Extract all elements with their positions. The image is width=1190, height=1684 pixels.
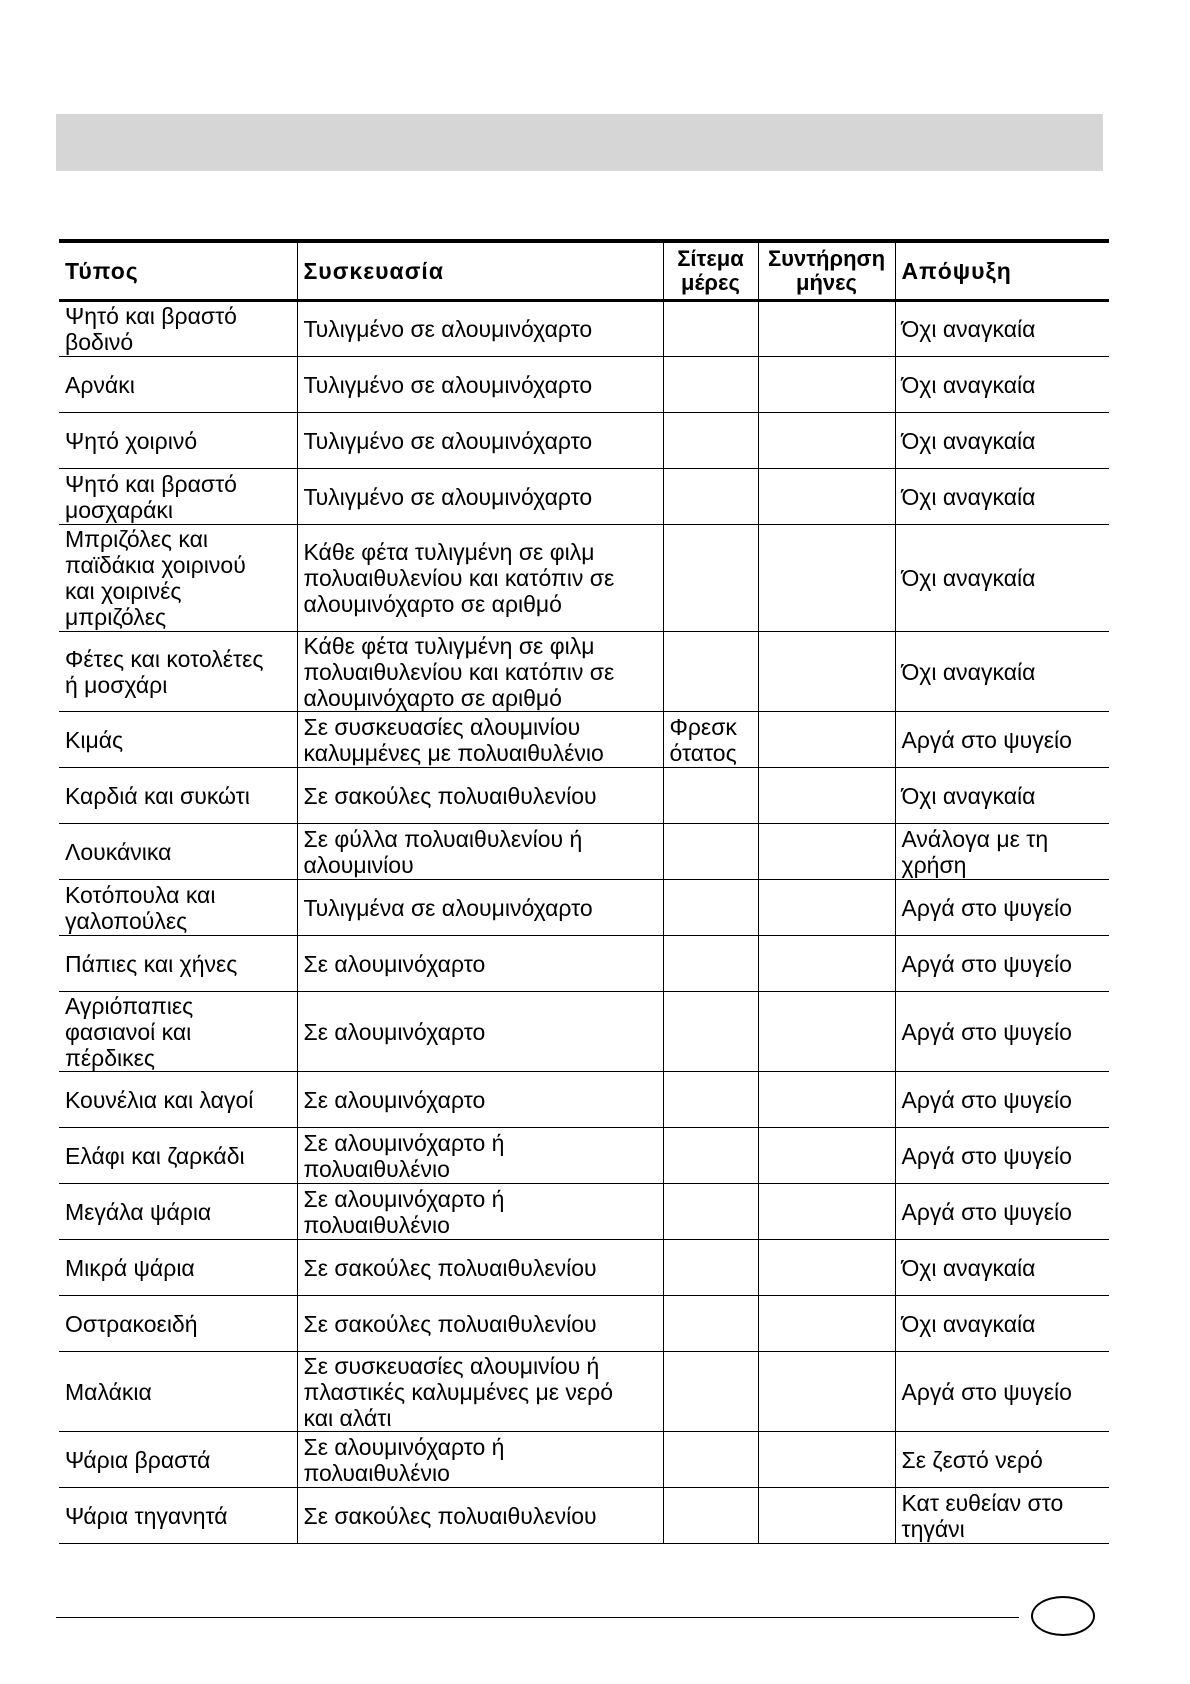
cell-type: Ελάφι και ζαρκάδι xyxy=(59,1128,297,1184)
cell-packaging: Σε σακούλες πολυαιθυλενίου xyxy=(297,1296,663,1352)
cell-type: Μαλάκια xyxy=(59,1352,297,1432)
header-type: Τύπος xyxy=(59,241,297,301)
cell-days xyxy=(663,1296,758,1352)
table-row xyxy=(59,712,1109,768)
cell-defrost: Αργά στο ψυγείο xyxy=(895,1128,1109,1184)
table-row xyxy=(59,632,1109,712)
cell-months xyxy=(758,1352,895,1432)
table-row xyxy=(59,1432,1109,1488)
cell-type: Καρδιά και συκώτι xyxy=(59,768,297,824)
cell-packaging: Σε συσκευασίες αλουμινίου ή πλαστικές καλυμμένες με νερό και αλάτι xyxy=(297,1352,663,1432)
cell-defrost: Αργά στο ψυγείο xyxy=(895,880,1109,936)
cell-packaging: Τυλιγμένο σε αλουμινόχαρτο xyxy=(297,413,663,469)
cell-days xyxy=(663,1432,758,1488)
cell-months xyxy=(758,936,895,992)
cell-type: Ψητό χοιρινό xyxy=(59,413,297,469)
cell-months xyxy=(758,632,895,712)
cell-days xyxy=(663,357,758,413)
table-row xyxy=(59,1072,1109,1128)
cell-type: Ψάρια τηγανητά xyxy=(59,1488,297,1544)
cell-packaging: Τυλιγμένο σε αλουμινόχαρτο xyxy=(297,357,663,413)
cell-type: Κουνέλια και λαγοί xyxy=(59,1072,297,1128)
cell-months xyxy=(758,469,895,525)
cell-packaging: Σε αλουμινόχαρτο ή πολυαιθυλένιο xyxy=(297,1184,663,1240)
table-row xyxy=(59,992,1109,1072)
cell-packaging: Σε φύλλα πολυαιθυλενίου ή αλουμινίου xyxy=(297,824,663,880)
cell-days xyxy=(663,632,758,712)
table-row xyxy=(59,1240,1109,1296)
cell-days xyxy=(663,1240,758,1296)
cell-defrost: Όχι αναγκαία xyxy=(895,469,1109,525)
cell-days xyxy=(663,768,758,824)
cell-type: Ψητό και βραστό βοδινό xyxy=(59,301,297,357)
cell-type: Οστρακοειδή xyxy=(59,1296,297,1352)
cell-defrost: Αργά στο ψυγείο xyxy=(895,1352,1109,1432)
cell-days xyxy=(663,1072,758,1128)
cell-defrost: Αργά στο ψυγείο xyxy=(895,1184,1109,1240)
table-row xyxy=(59,357,1109,413)
table-row xyxy=(59,1128,1109,1184)
cell-days xyxy=(663,1352,758,1432)
table-row xyxy=(59,768,1109,824)
cell-type: Μικρά ψάρια xyxy=(59,1240,297,1296)
table-row xyxy=(59,824,1109,880)
cell-months xyxy=(758,712,895,768)
cell-defrost: Κατ ευθείαν στο τηγάνι xyxy=(895,1488,1109,1544)
cell-packaging: Σε αλουμινόχαρτο ή πολυαιθυλένιο xyxy=(297,1128,663,1184)
table-header-row xyxy=(59,241,1109,301)
cell-packaging: Σε αλουμινόχαρτο xyxy=(297,936,663,992)
cell-days xyxy=(663,413,758,469)
cell-defrost: Όχι αναγκαία xyxy=(895,525,1109,632)
cell-defrost: Αργά στο ψυγείο xyxy=(895,936,1109,992)
cell-days xyxy=(663,1488,758,1544)
cell-type: Ψάρια βραστά xyxy=(59,1432,297,1488)
cell-months xyxy=(758,1072,895,1128)
cell-packaging: Σε αλουμινόχαρτο xyxy=(297,1072,663,1128)
cell-months xyxy=(758,525,895,632)
cell-months xyxy=(758,1488,895,1544)
cell-months xyxy=(758,768,895,824)
cell-defrost: Ανάλογα με τη χρήση xyxy=(895,824,1109,880)
cell-packaging: Σε αλουμινόχαρτο ή πολυαιθυλένιο xyxy=(297,1432,663,1488)
table-row xyxy=(59,525,1109,632)
cell-packaging: Τυλιγμένα σε αλουμινόχαρτο xyxy=(297,880,663,936)
table-row xyxy=(59,936,1109,992)
table-row xyxy=(59,1296,1109,1352)
section-header-band xyxy=(56,114,1103,171)
cell-defrost: Σε ζεστό νερό xyxy=(895,1432,1109,1488)
cell-defrost: Όχι αναγκαία xyxy=(895,768,1109,824)
cell-packaging: Σε αλουμινόχαρτο xyxy=(297,992,663,1072)
cell-days xyxy=(663,301,758,357)
cell-defrost: Αργά στο ψυγείο xyxy=(895,1072,1109,1128)
cell-defrost: Όχι αναγκαία xyxy=(895,357,1109,413)
cell-defrost: Όχι αναγκαία xyxy=(895,1296,1109,1352)
cell-type: Κοτόπουλα και γαλοπούλες xyxy=(59,880,297,936)
cell-days xyxy=(663,824,758,880)
table-row xyxy=(59,1488,1109,1544)
cell-days xyxy=(663,992,758,1072)
cell-type: Λουκάνικα xyxy=(59,824,297,880)
cell-type: Μπριζόλες και παϊδάκια χοιρινού και χοιρινές μπριζόλες xyxy=(59,525,297,632)
cell-defrost: Αργά στο ψυγείο xyxy=(895,992,1109,1072)
table-row xyxy=(59,880,1109,936)
cell-defrost: Αργά στο ψυγείο xyxy=(895,712,1109,768)
cell-defrost: Όχι αναγκαία xyxy=(895,1240,1109,1296)
cell-packaging: Τυλιγμένο σε αλουμινόχαρτο xyxy=(297,301,663,357)
cell-months xyxy=(758,301,895,357)
cell-type: Κιμάς xyxy=(59,712,297,768)
cell-packaging: Κάθε φέτα τυλιγμένη σε φιλμ πολυαιθυλενίου και κατόπιν σε αλουμινόχαρτο σε αριθμό xyxy=(297,525,663,632)
cell-type: Ψητό και βραστό μοσχαράκι xyxy=(59,469,297,525)
header-fridge-days: Σίτεμα μέρες xyxy=(663,241,758,301)
cell-type: Μεγάλα ψάρια xyxy=(59,1184,297,1240)
cell-defrost: Όχι αναγκαία xyxy=(895,301,1109,357)
cell-packaging: Σε σακούλες πολυαιθυλενίου xyxy=(297,1488,663,1544)
table-row xyxy=(59,469,1109,525)
cell-months xyxy=(758,413,895,469)
cell-packaging: Σε σακούλες πολυαιθυλενίου xyxy=(297,1240,663,1296)
cell-days xyxy=(663,1184,758,1240)
footer-rule xyxy=(56,1617,1019,1618)
cell-type: Αγριόπαπιες φασιανοί και πέρδικες xyxy=(59,992,297,1072)
cell-defrost: Όχι αναγκαία xyxy=(895,632,1109,712)
cell-months xyxy=(758,824,895,880)
header-packaging: Συσκευασία xyxy=(297,241,663,301)
cell-packaging: Σε συσκευασίες αλουμινίου καλυμμένες με πολυαιθυλένιο xyxy=(297,712,663,768)
cell-months xyxy=(758,1240,895,1296)
cell-months xyxy=(758,880,895,936)
cell-months xyxy=(758,1184,895,1240)
cell-defrost: Όχι αναγκαία xyxy=(895,413,1109,469)
table-row xyxy=(59,301,1109,357)
cell-days xyxy=(663,525,758,632)
header-storage-months: Συντήρηση μήνες xyxy=(758,241,895,301)
header-defrost: Απόψυξη xyxy=(895,241,1109,301)
cell-days xyxy=(663,880,758,936)
cell-type: Πάπιες και χήνες xyxy=(59,936,297,992)
table-row xyxy=(59,413,1109,469)
table-row xyxy=(59,1184,1109,1240)
cell-days xyxy=(663,469,758,525)
cell-packaging: Κάθε φέτα τυλιγμένη σε φιλμ πολυαιθυλενίου και κατόπιν σε αλουμινόχαρτο σε αριθμό xyxy=(297,632,663,712)
page-number-badge xyxy=(1031,1596,1095,1636)
cell-months xyxy=(758,1296,895,1352)
cell-months xyxy=(758,992,895,1072)
cell-days: Φρεσκ ότατος xyxy=(663,712,758,768)
table-row xyxy=(59,1352,1109,1432)
cell-packaging: Σε σακούλες πολυαιθυλενίου xyxy=(297,768,663,824)
cell-months xyxy=(758,1128,895,1184)
cell-days xyxy=(663,1128,758,1184)
cell-days xyxy=(663,936,758,992)
cell-packaging: Τυλιγμένο σε αλουμινόχαρτο xyxy=(297,469,663,525)
freezer-storage-table xyxy=(59,239,1109,1544)
cell-months xyxy=(758,1432,895,1488)
cell-type: Αρνάκι xyxy=(59,357,297,413)
cell-months xyxy=(758,357,895,413)
cell-type: Φέτες και κοτολέτες ή μοσχάρι xyxy=(59,632,297,712)
